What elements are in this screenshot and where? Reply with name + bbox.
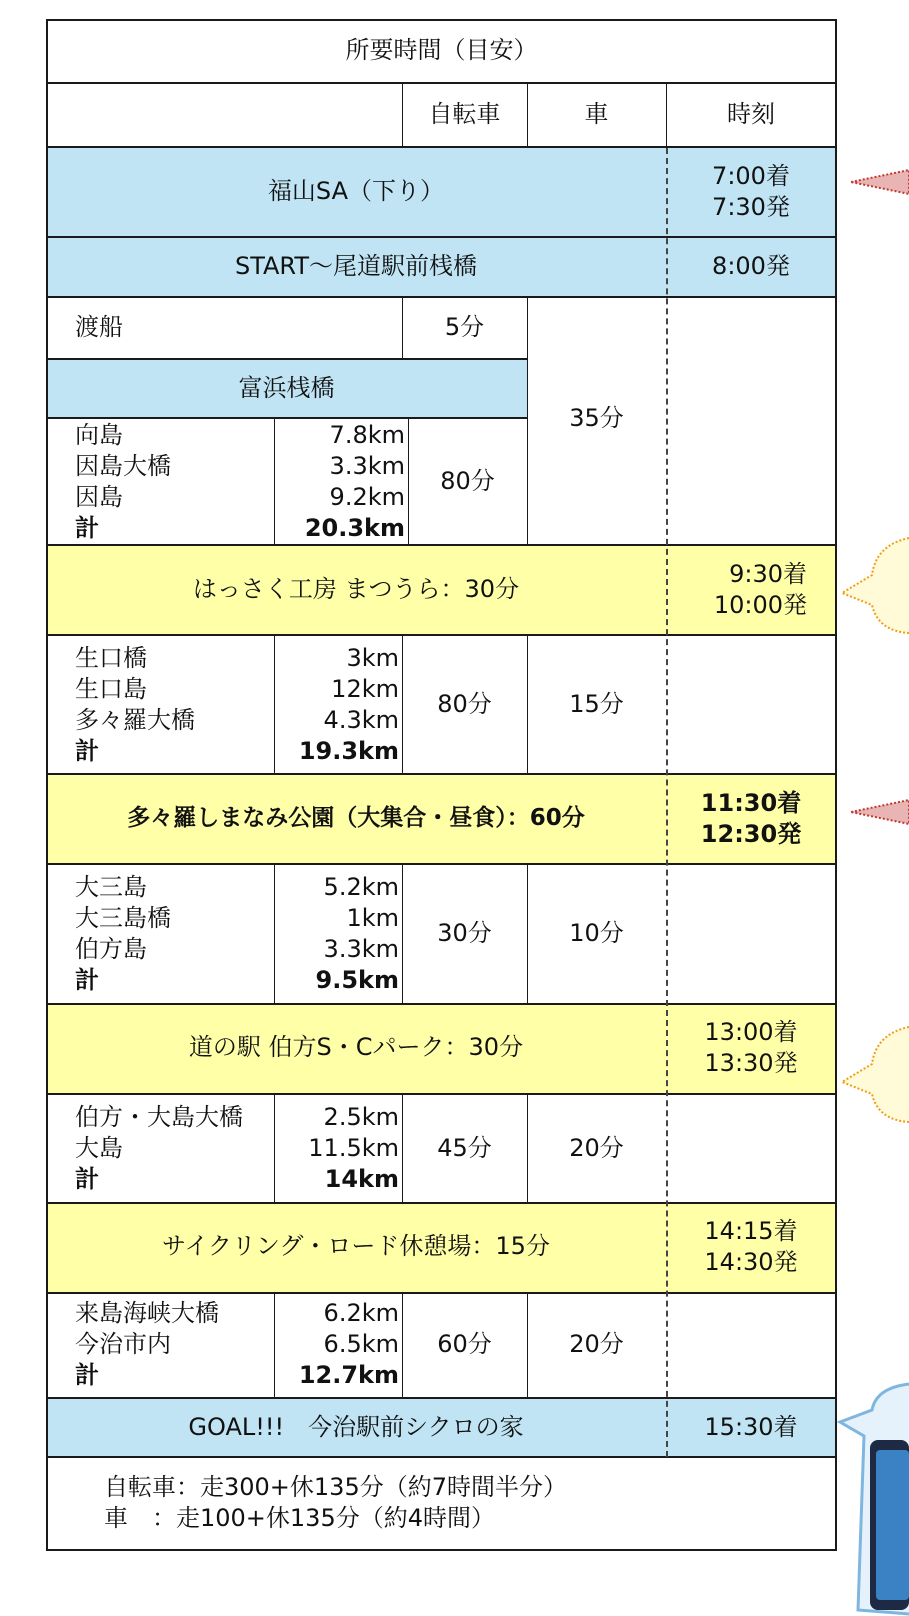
segment-5-total-label: 計	[75, 1361, 99, 1389]
segment-5-distances: 6.2km 6.5km	[323, 1299, 399, 1358]
segment-4-bike: 45分	[437, 1134, 492, 1162]
header-time: 時刻	[727, 100, 775, 128]
segment-1-distances: 7.8km 3.3km 9.2km	[329, 421, 405, 511]
stop-goal: GOAL!!! 今治駅前シクロの家	[188, 1413, 524, 1441]
segment-4-distances: 2.5km 11.5km	[308, 1103, 399, 1162]
time-hassaku: 9:30着 10:00発	[713, 560, 807, 619]
segment-1-bike: 80分	[440, 467, 495, 495]
callout-bubble-yellow-2	[836, 1024, 909, 1124]
segment-3-car: 10分	[569, 919, 624, 947]
stop-tatara: 多々羅しまなみ公園（大集合・昼食）：60分	[127, 805, 585, 831]
ferry-bike-time: 5分	[444, 313, 485, 341]
segment-1-total-label: 計	[75, 514, 99, 542]
segment-2-places: 生口橋 生口島 多々羅大橋	[75, 644, 195, 734]
segment-5-total: 12.7km	[298, 1361, 399, 1389]
ferry-label: 渡船	[75, 313, 123, 341]
time-fukuyama: 7:00着 7:30発	[712, 162, 790, 221]
callout-bubble-blue	[836, 1380, 909, 1616]
callout-bubble-yellow-1	[836, 535, 909, 635]
segment-4-total: 14km	[324, 1165, 399, 1193]
segment-1-places: 向島 因島大橋 因島	[75, 421, 171, 511]
segment-5-car: 20分	[569, 1330, 624, 1358]
segment-5-places: 来島海峡大橋 今治市内	[75, 1299, 219, 1358]
stop-hassaku: はっさく工房 まつうら：30分	[192, 575, 520, 603]
time-start: 8:00発	[712, 252, 790, 280]
summary-car: 車 ：走100+休135分（約4時間）	[104, 1504, 495, 1532]
segment-2-total: 19.3km	[298, 737, 399, 765]
time-goal: 15:30着	[704, 1413, 798, 1441]
segment-1-car: 35分	[569, 404, 624, 432]
segment-2-car: 15分	[569, 690, 624, 718]
stop-pier: 富浜桟橋	[238, 374, 335, 402]
stop-cycling-rest: サイクリング・ロード休憩場：15分	[162, 1232, 550, 1260]
segment-1-total: 20.3km	[304, 514, 405, 542]
callout-pointer-red-2	[848, 796, 909, 826]
summary-bike: 自転車：走300+休135分（約7時間半分）	[104, 1473, 567, 1501]
segment-2-bike: 80分	[437, 690, 492, 718]
segment-4-total-label: 計	[75, 1165, 99, 1193]
segment-3-places: 大三島 大三島橋 伯方島	[75, 873, 171, 963]
segment-4-car: 20分	[569, 1134, 624, 1162]
header-car: 車	[584, 100, 609, 128]
callout-pointer-red-1	[848, 166, 909, 196]
segment-3-distances: 5.2km 1km 3.3km	[323, 873, 399, 963]
segment-3-bike: 30分	[437, 919, 492, 947]
segment-3-total-label: 計	[75, 966, 99, 994]
segment-3-total: 9.5km	[315, 966, 399, 994]
stop-start: START～尾道駅前桟橋	[234, 252, 478, 280]
segment-5-bike: 60分	[437, 1330, 492, 1358]
time-michinoeki: 13:00着 13:30発	[704, 1018, 798, 1077]
segment-2-distances: 3km 12km 4.3km	[323, 644, 399, 734]
time-cycling-rest: 14:15着 14:30発	[704, 1217, 798, 1276]
header-bike: 自転車	[428, 100, 501, 128]
time-tatara: 11:30着 12:30発	[700, 789, 802, 848]
stop-michinoeki: 道の駅 伯方S・Cパーク：30分	[188, 1033, 524, 1061]
table-title: 所要時間（目安）	[345, 36, 538, 64]
segment-2-total-label: 計	[75, 737, 99, 765]
segment-4-places: 伯方・大島大橋 大島	[75, 1103, 243, 1162]
stop-fukuyama: 福山SA（下り）	[267, 177, 445, 205]
